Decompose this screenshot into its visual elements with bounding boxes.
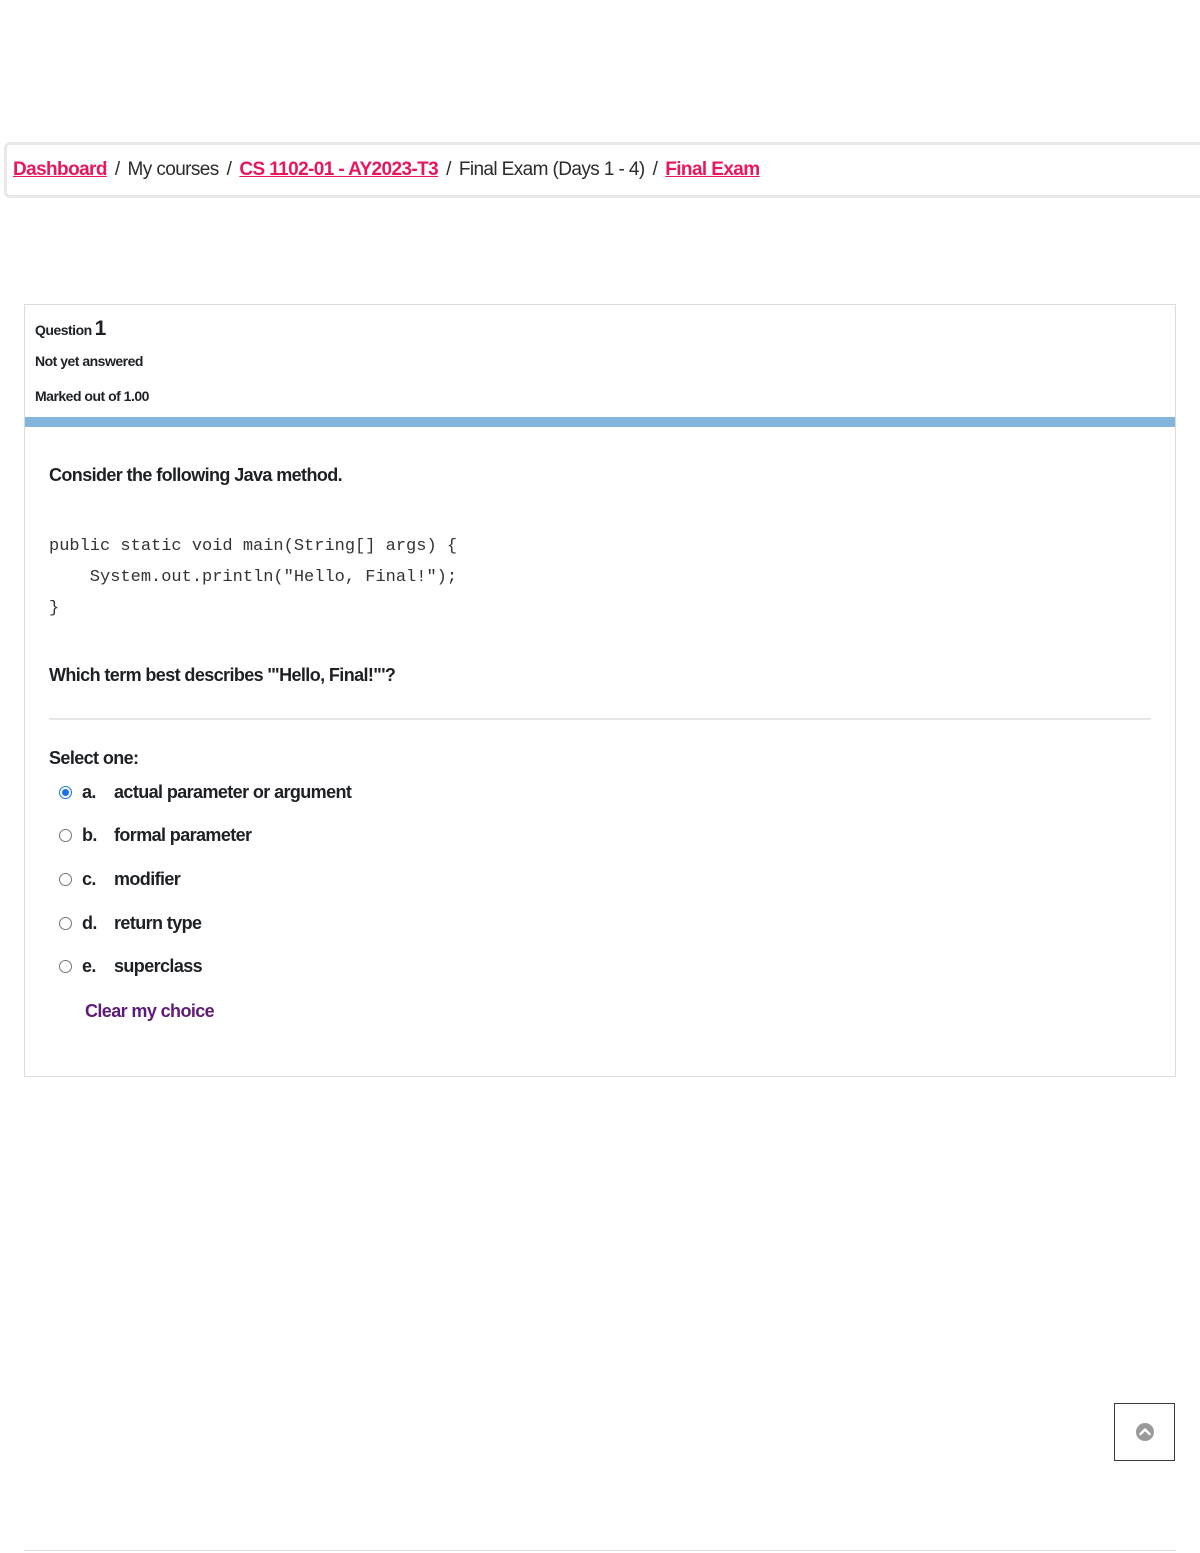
breadcrumb-my-courses: My courses bbox=[127, 159, 219, 180]
breadcrumb-separator: / bbox=[652, 159, 658, 180]
radio-button-b[interactable] bbox=[59, 829, 72, 842]
option-text: actual parameter or argument bbox=[114, 781, 352, 802]
option-text: formal parameter bbox=[114, 824, 252, 845]
option-letter: a. bbox=[82, 781, 96, 802]
option-text: superclass bbox=[114, 955, 203, 976]
radio-button-c[interactable] bbox=[59, 873, 72, 886]
option-letter: b. bbox=[82, 824, 97, 845]
option-letter: e. bbox=[82, 955, 96, 976]
radio-button-e[interactable] bbox=[59, 960, 72, 973]
answer-option-b[interactable] bbox=[59, 822, 251, 848]
question-number-line bbox=[35, 317, 106, 341]
option-text: return type bbox=[114, 912, 202, 933]
breadcrumb-dashboard-link[interactable]: Dashboard bbox=[13, 159, 107, 180]
breadcrumb-section: Final Exam (Days 1 - 4) bbox=[458, 159, 645, 180]
clear-choice-link[interactable]: Clear my choice bbox=[85, 1001, 215, 1021]
question-grade: Marked out of 1.00 bbox=[35, 388, 149, 404]
question-info bbox=[35, 317, 106, 341]
breadcrumb bbox=[4, 142, 1200, 198]
question-prompt: Which term best describes '"Hello, Final!"'? bbox=[49, 665, 396, 685]
breadcrumb-separator: / bbox=[114, 159, 120, 180]
answer-option-c[interactable] bbox=[59, 866, 180, 892]
question-label: Question bbox=[35, 322, 92, 338]
answer-option-e[interactable] bbox=[59, 953, 202, 979]
footer-divider bbox=[24, 1550, 1176, 1551]
radio-button-a[interactable] bbox=[59, 786, 72, 799]
question-intro: Consider the following Java method. bbox=[49, 465, 343, 485]
option-letter: c. bbox=[82, 868, 96, 889]
radio-button-d[interactable] bbox=[59, 917, 72, 930]
question-code-block: public static void main(String[] args) { System.out.println("Hello, Final!"); } bbox=[49, 537, 458, 618]
question-accent-bar bbox=[25, 417, 1175, 427]
breadcrumb-separator: / bbox=[226, 159, 232, 180]
option-letter: d. bbox=[82, 912, 97, 933]
select-one-label: Select one: bbox=[49, 748, 139, 768]
question-card bbox=[24, 304, 1176, 1077]
answer-option-d[interactable] bbox=[59, 910, 201, 936]
option-text: modifier bbox=[114, 868, 181, 889]
question-state: Not yet answered bbox=[35, 353, 143, 369]
back-to-top-button[interactable] bbox=[1114, 1403, 1175, 1461]
breadcrumb-final-exam-link[interactable]: Final Exam bbox=[665, 159, 760, 180]
question-divider bbox=[49, 718, 1151, 720]
breadcrumb-separator: / bbox=[446, 159, 451, 180]
answer-option-a[interactable] bbox=[59, 779, 351, 805]
breadcrumb-course-link[interactable]: CS 1102-01 - AY2023-T3 bbox=[239, 159, 439, 180]
chevron-up-circle-icon bbox=[1135, 1422, 1155, 1442]
question-number: 1 bbox=[94, 317, 106, 340]
